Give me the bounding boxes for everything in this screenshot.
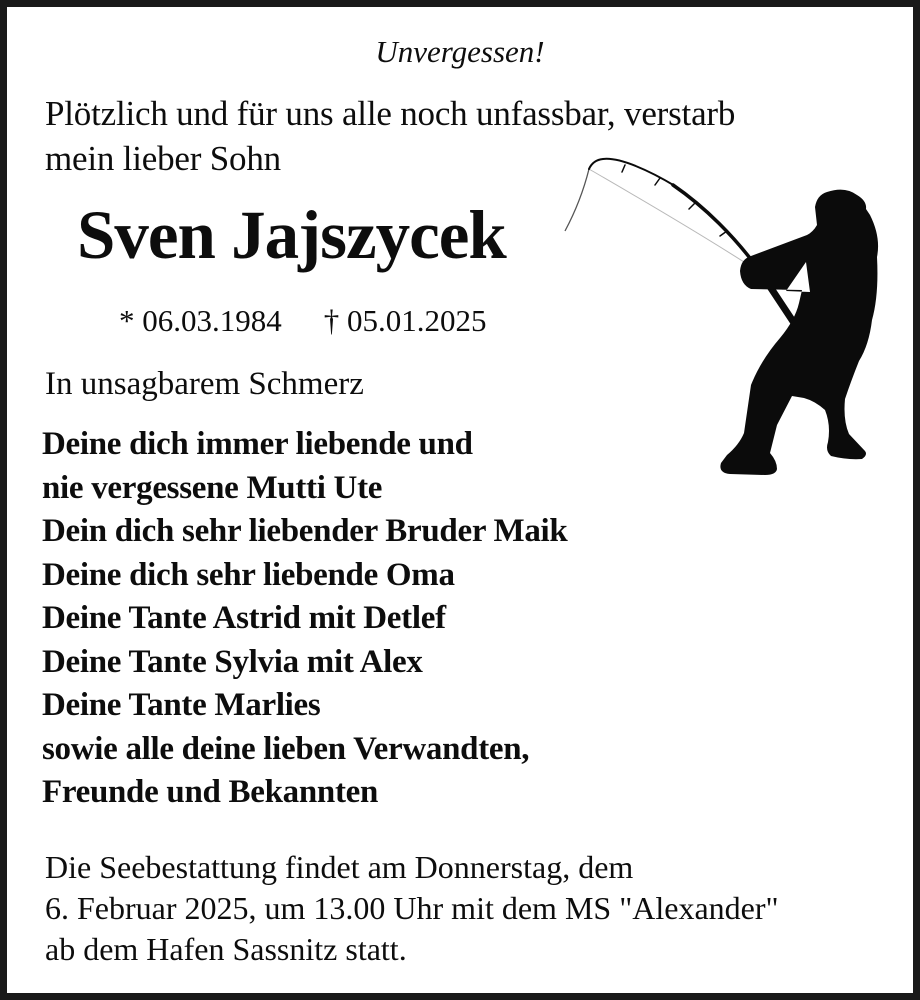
funeral-line-3: ab dem Hafen Sassnitz statt. [45,930,407,967]
funeral-line-1: Die Seebestattung findet am Donnerstag, dem [45,848,634,885]
grief-line: In unsagbarem Schmerz [45,366,364,402]
fisherman-casting-icon [555,145,885,485]
funeral-announcement [45,847,913,970]
deceased-name: Sven Jajszycek [77,197,506,273]
mourner-line: Deine Tante Sylvia mit Alex [42,643,423,680]
intro-line-1: Plötzlich und für uns alle noch unfassbar, verstarb [45,94,736,133]
mourner-line: Dein dich sehr liebender Bruder Maik [42,513,568,549]
mourner-line: Deine dich sehr liebende Oma [42,556,455,593]
intro-line-2: mein lieber Sohn [45,139,281,178]
mourner-line: sowie alle deine lieben Verwandten, [42,730,530,767]
birth-date: * 06.03.1984 [119,303,282,338]
mourner-line: Deine Tante Marlies [42,687,321,723]
mourner-line: Deine Tante Astrid mit Detlef [42,600,446,636]
epigraph: Unvergessen! [375,34,545,69]
mourner-line: Deine dich immer liebende und [42,426,473,462]
mourner-line: Freunde und Bekannten [42,774,379,810]
death-date: † 05.01.2025 [323,303,487,338]
funeral-line-2: 6. Februar 2025, um 13.00 Uhr mit dem MS "Alexander" [45,889,779,926]
mourner-line: nie vergessene Mutti Ute [42,469,383,506]
